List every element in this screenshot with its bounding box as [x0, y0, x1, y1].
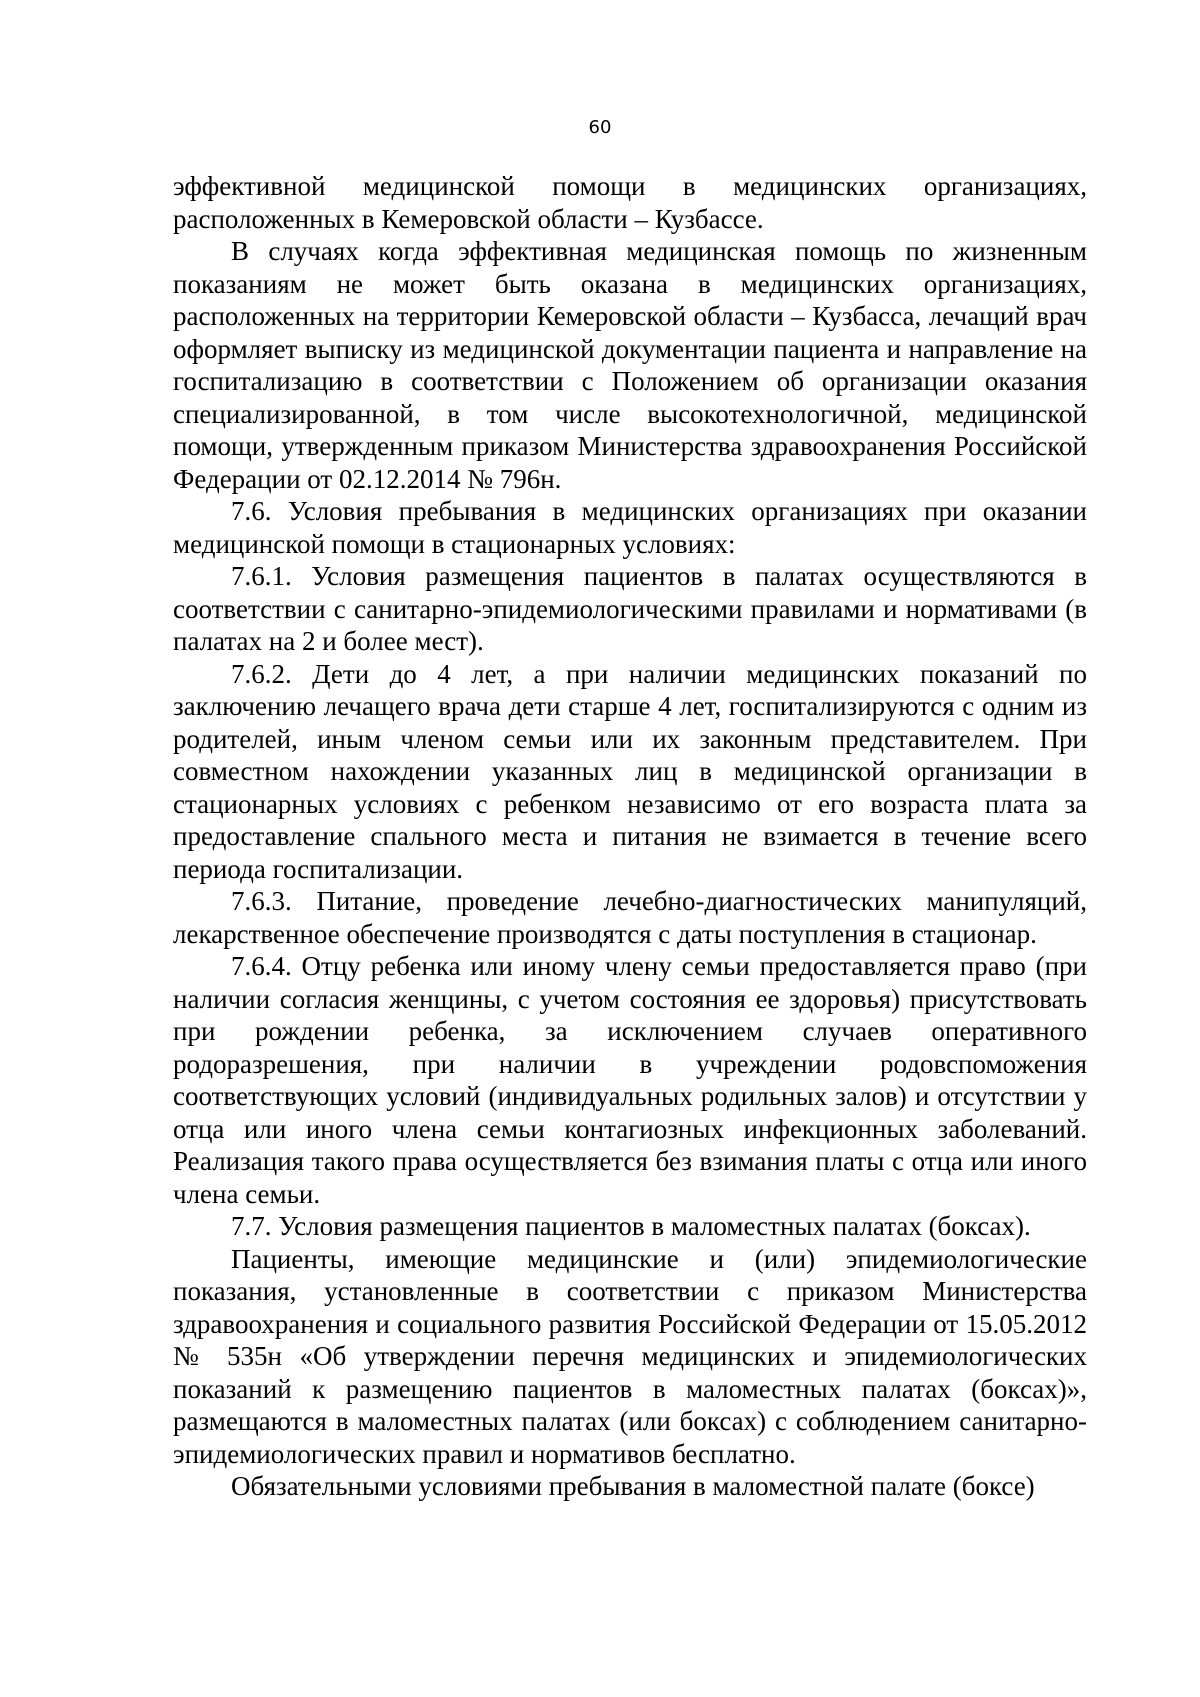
paragraph-referral: В случаях когда эффективная медицинская помощь по жизненным показаниям не может быть оказана в медицинских организациях, расположенных на территории Кемеровской области – Кузбасса, лечащий врач оформляет выписку из медицинской документации пациента и направление на госпитализацию в соответствии с Положением об организации оказания специализированной, в том числе высокотехнологичной, медицинской помощи, утвержденным приказом Министерства здравоохранения Российской Федерации от 02.12.2014 № 796н.: [173, 236, 1087, 494]
paragraph-7-6: 7.6. Условия пребывания в медицинских организациях при оказании медицинской помощи в стационарных условиях:: [173, 496, 1087, 559]
page-number: 60: [588, 117, 612, 138]
paragraph-7-6-2: 7.6.2. Дети до 4 лет, а при наличии медицинских показаний по заключению лечащего врача дети старше 4 лет, госпитализируются с одним из родителей, иным членом семьи или их законным представителем. При совместном нахождении указанных лиц в медицинской организации в стационарных условиях с ребенком независимо от его возраста плата за предоставление спального места и питания не взимается в течение всего периода госпитализации.: [173, 658, 1087, 884]
body-text: [173, 170, 1087, 1503]
paragraph-mandatory-conditions: Обязательными условиями пребывания в маломестной палате (боксе): [231, 1471, 1035, 1501]
paragraph-7-6-3: 7.6.3. Питание, проведение лечебно-диагностических манипуляций, лекарственное обеспечение производятся с даты поступления в стационар.: [173, 886, 1087, 949]
paragraph-continuation: эффективной медицинской помощи в медицинских организациях, расположенных в Кемеровской области – Кузбассе.: [173, 171, 1087, 234]
paragraph-7-6-1: 7.6.1. Условия размещения пациентов в палатах осуществляются в соответствии с санитарно-эпидемиологическими правилами и нормативами (в палатах на 2 и более мест).: [173, 561, 1087, 656]
paragraph-patients: Пациенты, имеющие медицинские и (или) эпидемиологические показания, установленные в соответствии с приказом Министерства здравоохранения и социального развития Российской Федерации от 15.05.2012 № 535н «Об утверждении перечня медицинских и эпидемиологических показаний к размещению пациентов в маломестных палатах (боксах)», размещаются в маломестных палатах (или боксах) с соблюдением санитарно-эпидемиологических правил и нормативов бесплатно.: [173, 1243, 1087, 1469]
paragraph-7-7: 7.7. Условия размещения пациентов в маломестных палатах (боксах).: [231, 1211, 1031, 1241]
paragraph-7-6-4: 7.6.4. Отцу ребенка или иному члену семьи предоставляется право (при наличии согласия женщины, с учетом состояния ее здоровья) присутствовать при рождении ребенка, за исключением случаев оперативного родоразрешения, при наличии в учреждении родовспоможения соответствующих условий (индивидуальных родильных залов) и отсутствии у отца или иного члена семьи контагиозных инфекционных заболеваний. Реализация такого права осуществляется без взимания платы с отца или иного члена семьи.: [173, 951, 1087, 1209]
